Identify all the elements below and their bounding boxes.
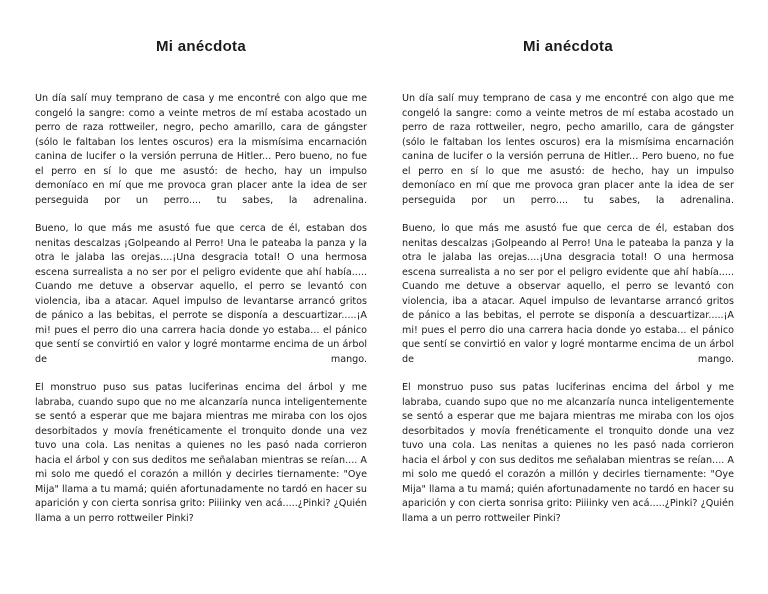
story-body: [35, 92, 367, 540]
paragraph-2: Bueno, lo que más me asustó fue que cerca de él, estaban dos nenitas descalzas ¡Golpeando al Perro! Una le pateaba la panza y la otra le jalaba las orejas....¡Una desgracia total! O una hermosa escena surrealista a no ser por el peligro evidente que ahí había..... Cuando me detuve a observar aquello, el perro se levantó con violencia, iba a atacar. Aquel impulso de levantarse arrancó gritos de pánico a las bebitas, el perrote se disponía a descuartizar.....¡A mi! pues el perro dio una carrera hacia donde yo estaba... el pánico que sentí se convirtió en valor y logré montarme encima de un árbol de mango.: [35, 223, 367, 365]
paragraph-3: El monstruo puso sus patas luciferinas encima del árbol y me labraba, cuando supo que no me alcanzaría nunca inteligentemente se sentó a esperar que me bajara mientras me miraba con los ojos desorbitados y movía frenéticamente el tronquito donde una vez tuvo una cola. Las nenitas a quienes no les pasó nada corrieron hacia el árbol y con sus deditos me señalaban mientras se reían.... A mi solo me quedó el corazón a millón y decirles tiernamente: "Oye Mija" llama a tu mamá; quién afortunadamente no tardó en hacer su aparición y con cierta sonrisa grito: Piiiinky ven acá.....¿Pinki? ¿Quién llama a un perro rottweiler Pinki?: [402, 382, 734, 524]
paragraph-1: Un día salí muy temprano de casa y me encontré con algo que me congeló la sangre: como a veinte metros de mí estaba acostado un perro de raza rottweiler, negro, pecho amarillo, cara de gángster (sólo le faltaban los lentes oscuros) era la mismísima encarnación canina de lucifer o la versión perruna de Hitler... Pero bueno, no fue el perro en sí lo que me asustó: de hecho, hay un impulso demoníaco en mí que me provoca gran placer ante la idea de ser perseguida por un perro.... tu sabes, la adrenalina.: [35, 93, 367, 206]
paragraph-3: El monstruo puso sus patas luciferinas encima del árbol y me labraba, cuando supo que no me alcanzaría nunca inteligentemente se sentó a esperar que me bajara mientras me miraba con los ojos desorbitados y movía frenéticamente el tronquito donde una vez tuvo una cola. Las nenitas a quienes no les pasó nada corrieron hacia el árbol y con sus deditos me señalaban mientras se reían.... A mi solo me quedó el corazón a millón y decirles tiernamente: "Oye Mija" llama a tu mamá; quién afortunadamente no tardó en hacer su aparición y con cierta sonrisa grito: Piiiinky ven acá.....¿Pinki? ¿Quién llama a un perro rottweiler Pinki?: [35, 382, 367, 524]
page-title: Mi anécdota: [156, 38, 246, 55]
right-page: [402, 0, 734, 594]
paragraph-1: Un día salí muy temprano de casa y me encontré con algo que me congeló la sangre: como a veinte metros de mí estaba acostado un perro de raza rottweiler, negro, pecho amarillo, cara de gángster (sólo le faltaban los lentes oscuros) era la mismísima encarnación canina de lucifer o la versión perruna de Hitler... Pero bueno, no fue el perro en sí lo que me asustó: de hecho, hay un impulso demoníaco en mí que me provoca gran placer ante la idea de ser perseguida por un perro.... tu sabes, la adrenalina.: [402, 93, 734, 206]
paragraph-2: Bueno, lo que más me asustó fue que cerca de él, estaban dos nenitas descalzas ¡Golpeando al Perro! Una le pateaba la panza y la otra le jalaba las orejas....¡Una desgracia total! O una hermosa escena surrealista a no ser por el peligro evidente que ahí había..... Cuando me detuve a observar aquello, el perro se levantó con violencia, iba a atacar. Aquel impulso de levantarse arrancó gritos de pánico a las bebitas, el perrote se disponía a descuartizar.....¡A mi! pues el perro dio una carrera hacia donde yo estaba... el pánico que sentí se convirtió en valor y logré montarme encima de un árbol de mango.: [402, 223, 734, 365]
page-title: Mi anécdota: [523, 38, 613, 55]
left-page: [35, 0, 367, 594]
story-body: [402, 92, 734, 540]
